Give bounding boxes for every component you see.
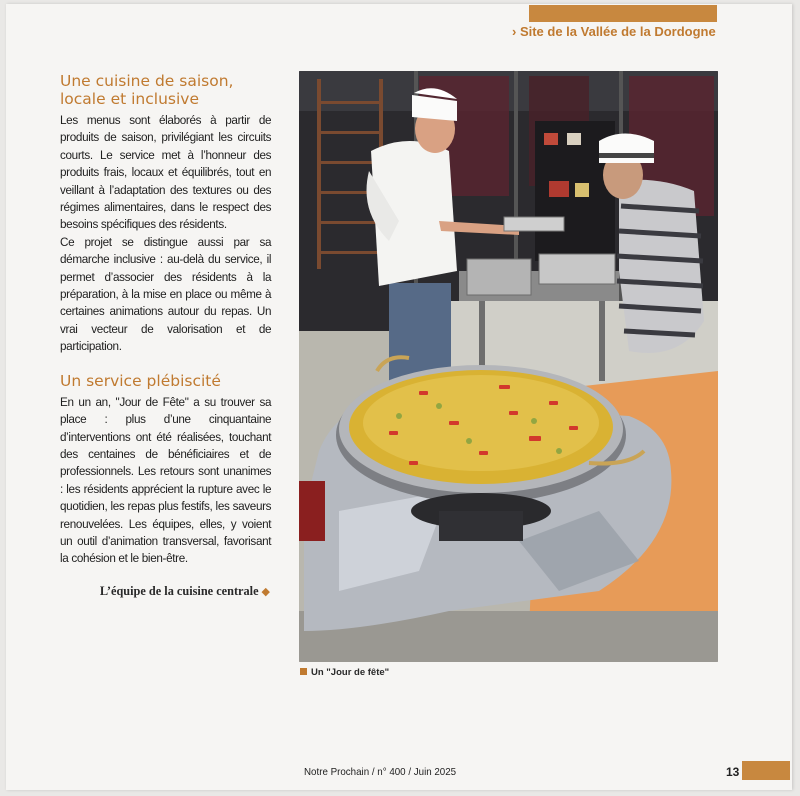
article-signature: [100, 584, 270, 599]
footer-publication: Notre Prochain / n° 400 / Juin 2025: [304, 766, 457, 778]
section1-heading-line1: Une cuisine de saison,: [60, 72, 234, 90]
section1-paragraph2: Ce projet se distingue aussi par sa démarche inclusive : au-delà du service, il permet d’associer des résidents à la préparation, à la mise en place ou même à certaines animations autour du repas. Un vrai vecteur de valorisation et de participation.: [60, 234, 272, 354]
signature-text: L’équipe de la cuisine centrale: [99, 584, 259, 598]
photo-illustration: [299, 71, 718, 662]
diamond-icon: ◆: [261, 586, 270, 598]
page-number: 13: [726, 765, 740, 779]
section2-heading: Un service plébiscité: [60, 371, 221, 390]
section1-heading: [60, 72, 272, 108]
article-column: [60, 72, 272, 568]
top-accent-bar: [529, 5, 717, 22]
caption-square-icon: [300, 668, 307, 675]
photo-caption: [300, 667, 389, 678]
section1-paragraph1: Les menus sont élaborés à partir de produits de saison, privilégiant les circuits courts. Le service met à l’honneur des produits frais, locaux et équilibrés, tout en veillant à l’adaptation des textures ou des régimes alimentaires, dans le respect des besoins spécifiques des résidents.: [60, 113, 272, 232]
section1-heading-line2: locale et inclusive: [60, 90, 199, 108]
section-tag: › Site de la Vallée de la Dordogne: [512, 24, 716, 39]
bottom-accent-bar: [742, 761, 790, 780]
paella-photo: [299, 71, 718, 662]
section2-paragraph: En un an, "Jour de Fête" a su trouver sa place : plus d’une cinquantaine d’interventions ont été réalisées, touchant des centaines de bénéficiaires et de professionnels. Les retours sont unanimes : les résidents apprécient la rupture avec le quotidien, les repas plus festifs, les saveurs renouvelées. Les équipes, elles, y voient un outil d’animation transversal, favorisant la cohésion et le bien-être.: [60, 394, 272, 566]
caption-text: Un "Jour de fête": [311, 667, 390, 678]
